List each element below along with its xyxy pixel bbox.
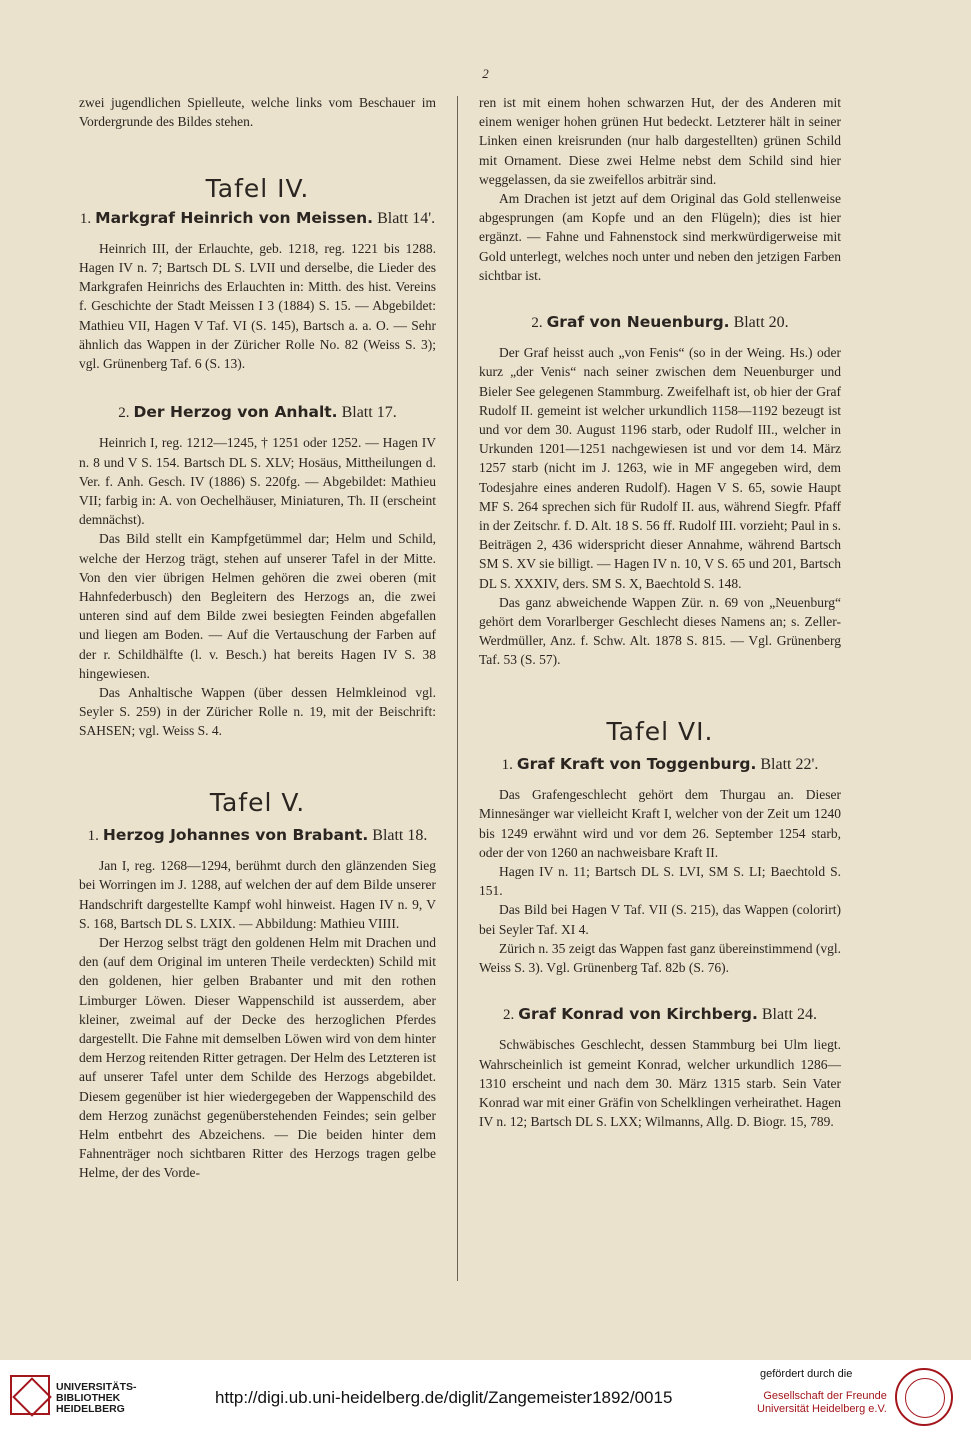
section-name: Graf Konrad von Kirchberg.: [518, 1005, 758, 1024]
paragraph: Das Grafengeschlecht gehört dem Thurgau an. Dieser Minnesänger war vielleicht Kraft I, welcher von der Zeit um 1240 bis 1249 erwähnt wird und vor dem 26. September 1254 starb, oder der von 1260 an nachweisbare Kraft II.: [479, 787, 841, 860]
section-number: 1.: [87, 827, 99, 844]
sponsor-name-line: Gesellschaft der Freunde: [763, 1390, 887, 1402]
right-column: [479, 93, 841, 1131]
section-name: Graf von Neuenburg.: [546, 313, 730, 332]
section-blatt: Blatt 17.: [341, 404, 397, 422]
section-heading-markgraf: [79, 209, 436, 229]
section-name: Der Herzog von Anhalt.: [133, 403, 338, 422]
library-logo-icon: [10, 1375, 50, 1415]
section-name: Herzog Johannes von Brabant.: [102, 825, 369, 844]
paragraph: Das Anhaltische Wappen (über dessen Helmkleinod vgl. Seyler S. 259) in der Züricher Rolle n. 19, mit der Beischrift: SAHSEN; vgl. Weiss S. 4.: [79, 685, 436, 739]
intro-paragraph: zwei jugendlichen Spielleute, welche links vom Beschauer im Vordergrunde des Bildes stehen.: [79, 95, 436, 130]
section-number: 2.: [118, 405, 130, 422]
paragraph: Heinrich III, der Erlauchte, geb. 1218, reg. 1221 bis 1288. Hagen IV n. 7; Bartsch DL S. LVII und derselbe, die Lieder des Markgrafen Heinrichs des Erlauchten in: Mitth. des hist. Vereins f. Geschichte der Stadt Meissen I 3 (1884) S. 15. — Abgebildet: Mathieu VII, Hagen V Taf. VI (S. 145), Bartsch a. a. O. — Sehr ähnlich das Wappen in der Züricher Rolle No. 82 (Weiss S. 3); vgl. Grünenberg Taf. 6 (S. 13).: [79, 240, 436, 372]
section-blatt: Blatt 20.: [733, 314, 789, 332]
tafel-v-heading: Tafel V.: [209, 787, 306, 817]
section-heading-anhalt: [79, 403, 436, 423]
paragraph: Der Herzog selbst trägt den goldenen Helm mit Drachen und den (auf dem Original im unteren Theile verdeckten) Schild mit den goldenen, hier gelben Brabanter und mit den rothen Limburger Löwen. Dieser Wappenschild ist ausserdem, aber kleiner, zweimal auf der Decke des herzoglichen Pferdes dargestellt. Die Fahne mit demselben Löwen wird von dem hinter dem Herzog reitenden Ritter getragen. Der Helm des Letzteren ist auf unserer Tafel unter dem Schilde des Herzogs abgebildet. Diesem gegenüber ist hier wiedergegeben der Wappenschild des dem Herzog zunächst gegenüberstehenden Feindes; sein gelber Helm entbehrt des Abzeichens. — Die beiden hinter dem Fahnenträger noch sichtbaren Ritter des Herzogs tragen gelbe Helme, der des Vorde-: [79, 934, 436, 1181]
section-name: Markgraf Heinrich von Meissen.: [95, 208, 374, 227]
tafel-iv-heading: Tafel IV.: [205, 174, 310, 204]
paragraph: Der Graf heisst auch „von Fenis“ (so in der Weing. Hs.) oder kurz „der Venis“ nach seiner zwischen dem Neuenburger und Bieler See gelegenen Stammburg. Zweifelhaft ist, ob hier der Graf Rudolf II. gemeint ist welcher urkundlich 1158—1192 bezeugt ist und vor dem 30. August 1196 starb, oder Rudolf III., welcher in Urkunden 1201—1251 nachgewiesen ist und vor dem 14. März 1257 starb (nicht im J. 1263, wie in MF angegeben wird, dem Todesjahre eines anderen Rudolf). Hagen V S. 65, sowie Haupt MF S. 264 sprechen sich für Rudolf II. aus, während Siegfr. Pfaff in der Zeitschr. f. D. Alt. 18 S. 56 ff. Rudolf III. vorzieht; Paul in s. Beiträgen 2, 436 widerspricht dieser Annahme, während Bartsch SM S. XV sie billigt. — Hagen IV n. 10, V S. 65 und 201, Bartsch DL S. XXXIV, ders. SM S. X, Baechtold S. 148.: [479, 345, 841, 591]
paragraph: Heinrich I, reg. 1212—1245, † 1251 oder 1252. — Hagen IV n. 8 und V S. 154. Bartsch DL S. XLV; Hosäus, Mittheilungen d. Ver. f. Anh. Gesch. IV (1886) S. 220fg. — Abgebildet: Mathieu VII; farbig in: A. von Oechelhäuser, Miniaturen, Th. II (erscheint demnächst).: [79, 435, 436, 528]
paragraph: Schwäbisches Geschlecht, dessen Stammburg bei Ulm liegt. Wahrscheinlich ist gemeint Konrad, welcher urkundlich 1286—1310 erscheint und nach dem 30. März 1315 starb. Sein Vater Konrad war mit einer Gräfin von Schelklingen verheirathet. Hagen IV n. 12; Bartsch DL S. LXX; Wilmanns, Allg. D. Biogr. 15, 789.: [479, 1037, 841, 1130]
section-blatt: Blatt 22'.: [760, 755, 819, 773]
page-number: 2: [482, 66, 489, 81]
library-name-line: UNIVERSITÄTS-: [56, 1381, 137, 1393]
section-number: 2.: [531, 315, 543, 332]
library-name-line: HEIDELBERG: [56, 1403, 125, 1415]
section-blatt: Blatt 14'.: [377, 209, 436, 227]
paragraph: Das Bild bei Hagen V Taf. VII (S. 215), das Wappen (colorirt) bei Seyler Taf. XI 4.: [479, 902, 841, 937]
sponsor-seal-icon: [895, 1368, 953, 1426]
paragraph: Hagen IV n. 11; Bartsch DL S. LVI, SM S. LI; Baechtold S. 151.: [479, 863, 841, 899]
library-name-line: BIBLIOTHEK: [56, 1392, 121, 1404]
paragraph: Am Drachen ist jetzt auf dem Original das Gold stellenweise abgesprungen (am Kopfe und an den Flügeln); dies ist hier ergänzt. — Fahne und Fahnenstock sind merkwürdigerweise mit Gold unterlegt, welches noch unter und neben den jetzigen Farben sichtbar ist.: [479, 191, 841, 283]
section-number: 2.: [503, 1007, 515, 1024]
section-number: 1.: [501, 756, 513, 773]
paragraph: ren ist mit einem hohen schwarzen Hut, der des Anderen mit einem weniger hohen grünen Hut bedeckt. Letzterer hält in seiner Linken einen kreisrunden (nur halb dargestellten) grünen Schild mit Ornament. Diese zwei Helme nebst dem Schild sind hier weggelassen, da sie zweifellos arbiträr sind.: [479, 95, 841, 187]
paragraph: Das ganz abweichende Wappen Zür. n. 69 von „Neuenburg“ gehört dem Vorarlberger Geschlecht dieses Namens an; s. Zeller-Werdmüller, Anz. f. Schw. Alt. 1878 S. 815. — Vgl. Grünenberg Taf. 53 (S. 57).: [479, 594, 841, 668]
footer-bar: [0, 1360, 971, 1437]
section-blatt: Blatt 24.: [761, 1006, 817, 1024]
section-heading-toggenburg: [479, 755, 841, 775]
paragraph: Zürich n. 35 zeigt das Wappen fast ganz übereinstimmend (vgl. Weiss S. 3). Vgl. Grünenberg Taf. 82b (S. 76).: [479, 940, 841, 975]
sponsor-label: gefördert durch die: [760, 1368, 853, 1380]
source-url-link[interactable]: http://digi.ub.uni-heidelberg.de/diglit/Zangemeister1892/0015: [215, 1388, 673, 1407]
tafel-vi-heading: Tafel VI.: [606, 716, 714, 746]
section-heading-brabant: [79, 826, 436, 846]
sponsor-name-line: Universität Heidelberg e.V.: [757, 1403, 887, 1415]
library-name: [56, 1382, 137, 1415]
section-blatt: Blatt 18.: [372, 826, 428, 844]
left-column: [79, 93, 436, 1183]
section-heading-kirchberg: [479, 1005, 841, 1025]
section-number: 1.: [79, 210, 92, 227]
sponsor-name: [757, 1390, 887, 1416]
paragraph: Jan I, reg. 1268—1294, berühmt durch den glänzenden Sieg bei Worringen im J. 1288, auf welchen der auf dem Bilde unserer Handschrift dargestellte Kampf wohl hinweist. Hagen IV n. 9, V S. 168, Bartsch DL S. LXIX. — Abbildung: Mathieu VIIII.: [79, 858, 436, 931]
section-name: Graf Kraft von Toggenburg.: [516, 754, 757, 773]
column-divider: [457, 96, 458, 1281]
section-heading-neuenburg: [479, 313, 841, 333]
paragraph: Das Bild stellt ein Kampfgetümmel dar; Helm und Schild, welche der Herzog trägt, stehen auf unserer Tafel in der Mitte. Von den vier übrigen Helmen gehören die zwei oberen (mit Hahnfederbusch) den Begleitern des Herzogs an, die zwei unteren sind auf dem Bilde zwei besiegten Feinden abgefallen und liegen am Boden. — Auf die Vertauschung der Farben auf der r. Schildhälfte (l. v. Besch.) hat bereits Hagen IV S. 38 hingewiesen.: [79, 531, 436, 681]
